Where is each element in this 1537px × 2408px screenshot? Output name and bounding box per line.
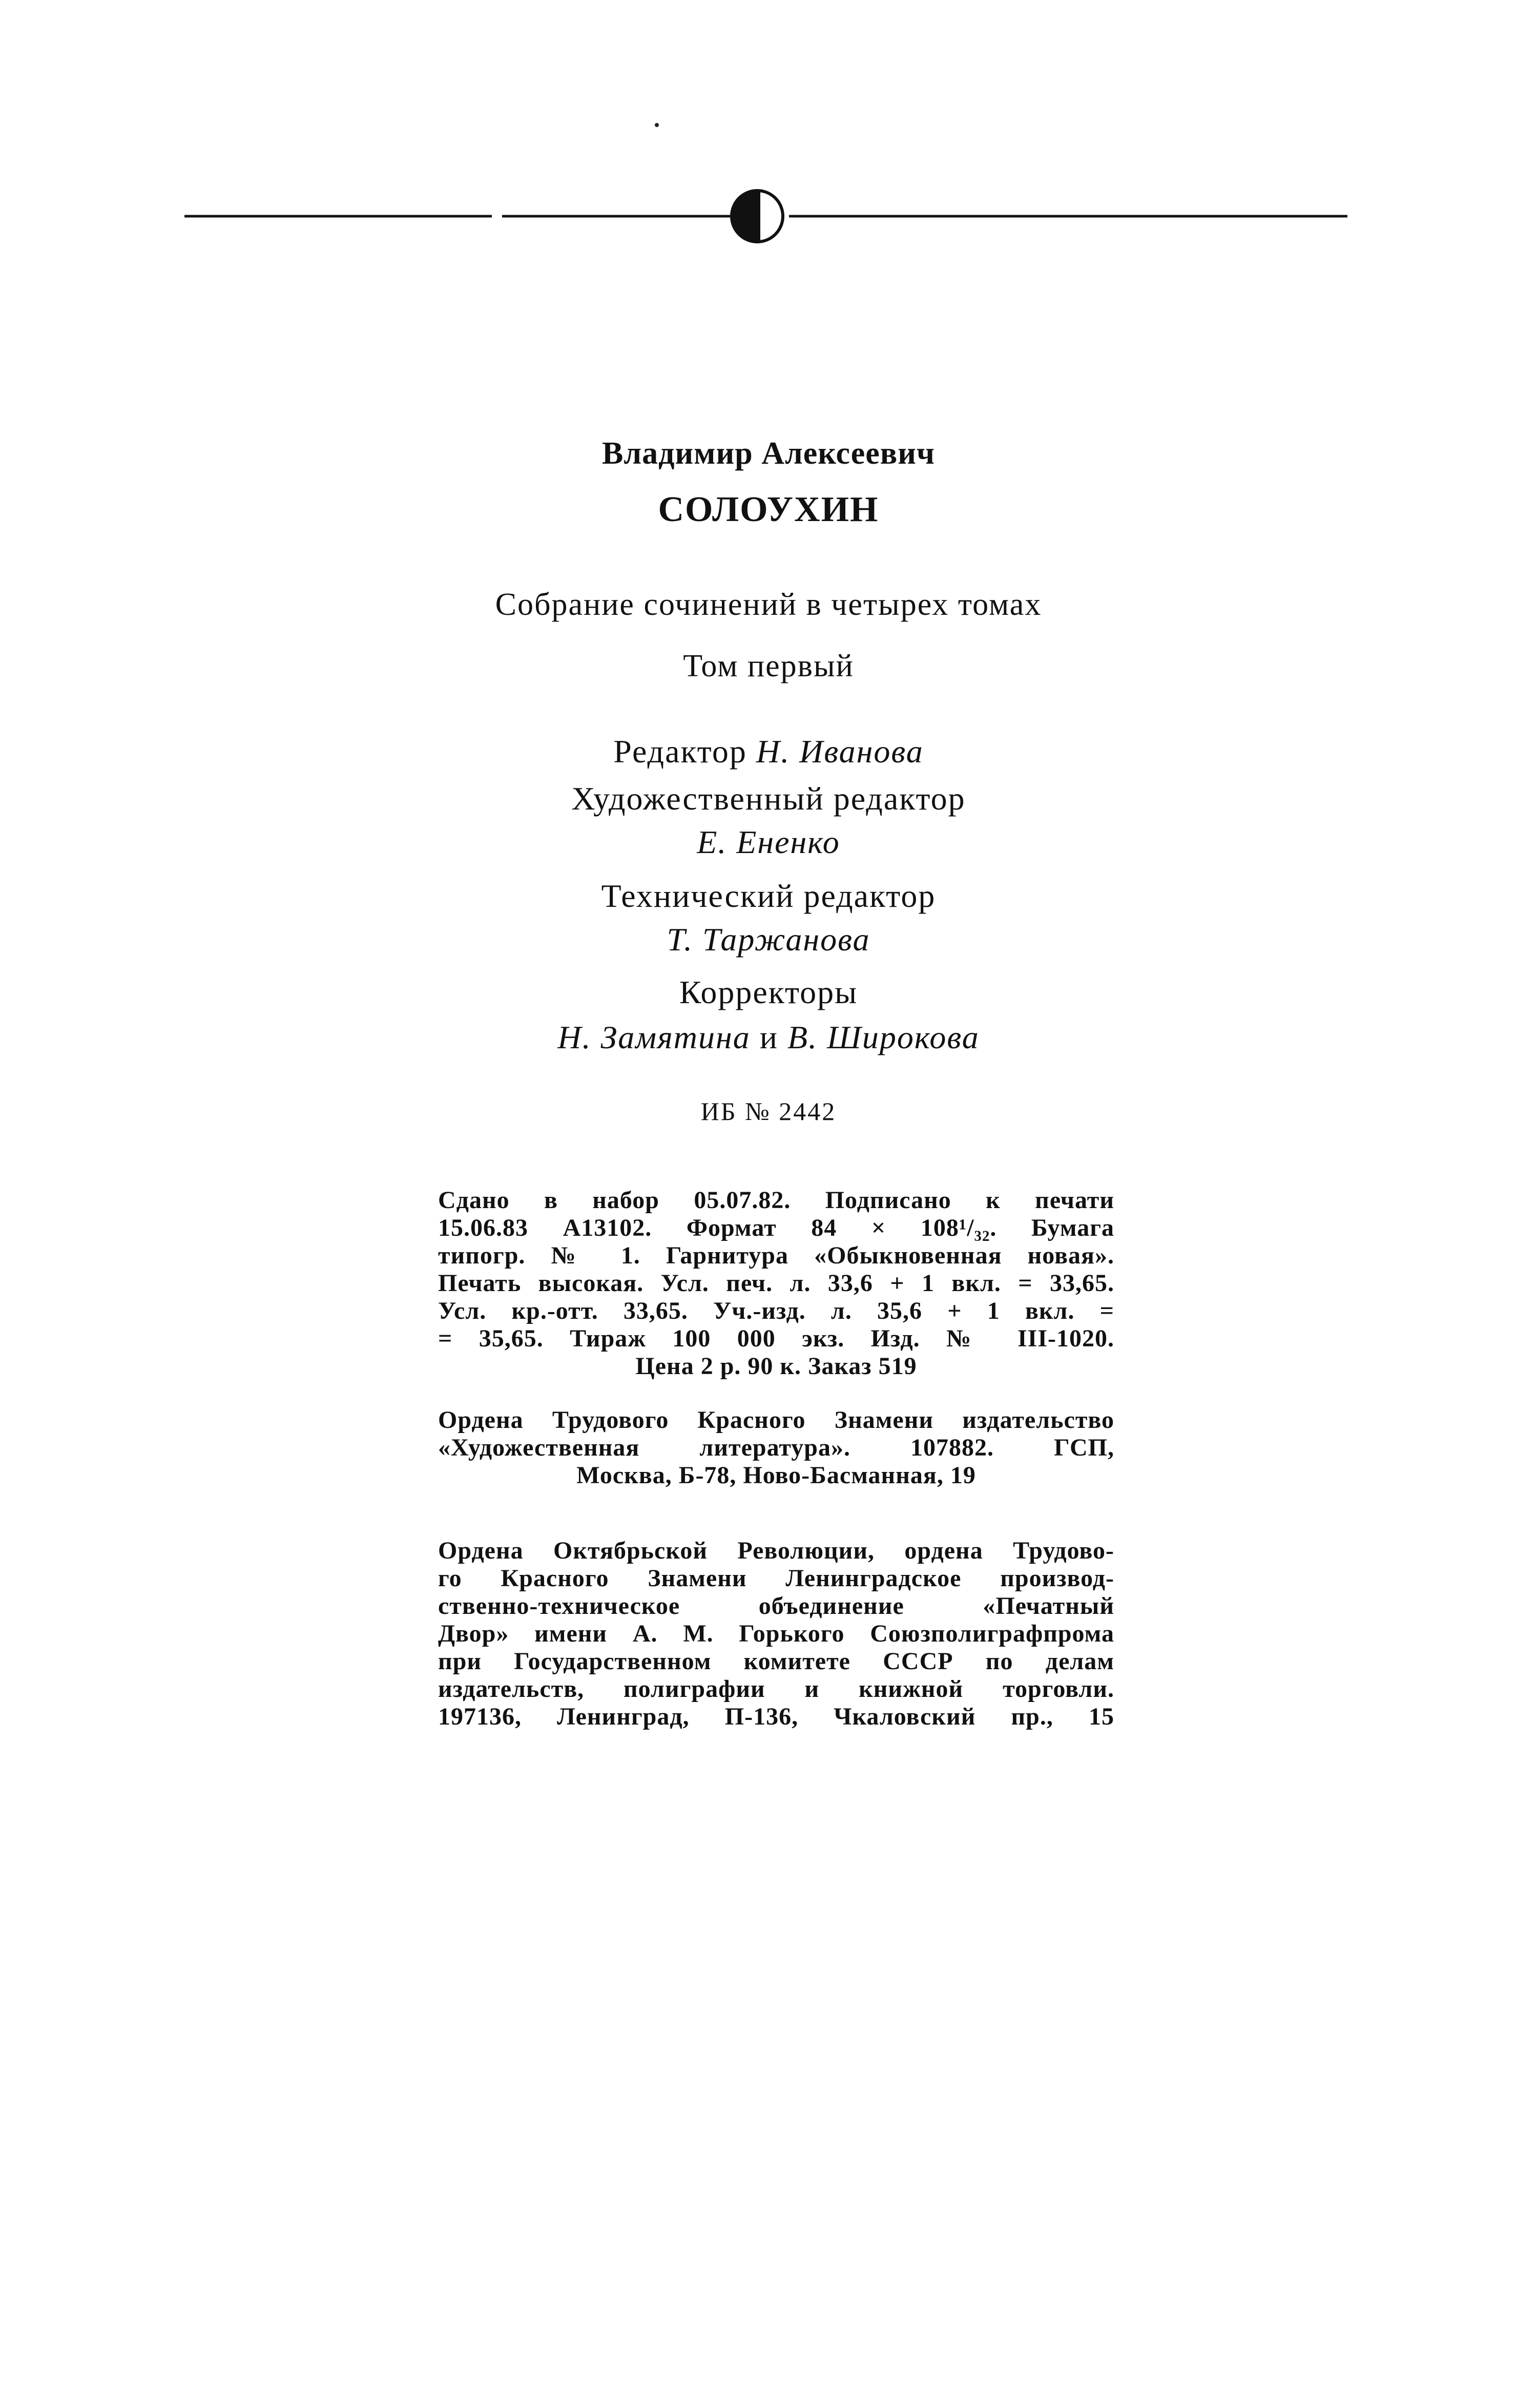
credit-label: Редактор [613,733,747,770]
imprint-line: Ордена Трудового Красного Знамени издательство [438,1406,1114,1434]
imprint-line: типогр. № 1. Гарнитура «Обыкновенная новая». [438,1242,1114,1269]
imprint-line: Цена 2 р. 90 к. Заказ 519 [635,1353,917,1380]
imprint-printer [438,1537,1114,1731]
imprint-line: 15.06.83 А13102. Формат 84 × 108¹/₃₂. Бумага [438,1214,1114,1241]
imprint-line: Москва, Б-78, Ново-Басманная, 19 [576,1462,976,1489]
credit-proofreaders-label: Корректоры [679,974,858,1010]
credit-tech-editor-name: Т. Таржанова [667,921,870,958]
imprint-line: Ордена Октябрьской Революции, ордена Трудово- [438,1537,1114,1564]
credit-editor [0,733,1537,771]
ornament-circle-icon [732,191,783,242]
credit-tech-editor-label: Технический редактор [601,878,936,914]
credit-art-editor-name: Е. Ененко [697,824,840,860]
credit-proofreaders-names [0,1019,1537,1056]
credit-proofreader-b: В. Широкова [787,1019,980,1055]
imprint-line: «Художественная литература». 107882. ГСП, [438,1434,1114,1461]
imprint-line: го Красного Знамени Ленинградское производ- [438,1565,1114,1592]
volume-title: Том первый [683,649,854,683]
imprint-line: ственно-техническое объединение «Печатный [438,1592,1114,1620]
imprint-line: издательств, полиграфии и книжной торговли. [438,1675,1114,1703]
imprint-print-details [438,1187,1114,1380]
imprint-line: Сдано в набор 05.07.82. Подписано к печати [438,1187,1114,1214]
imprint-line: Двор» имени А. М. Горького Союзполиграфпрома [438,1620,1114,1647]
collection-title: Собрание сочинений в четырех томах [495,587,1042,622]
imprint-publisher [438,1406,1114,1489]
top-dot [655,123,659,127]
ib-number: ИБ № 2442 [700,1097,837,1126]
imprint-line: Усл. кр.-отт. 33,65. Уч.-изд. л. 35,6 + 1 вкл. = [438,1297,1114,1324]
imprint-line: = 35,65. Тираж 100 000 экз. Изд. № III-1020. [438,1325,1114,1352]
imprint-line: 197136, Ленинград, П-136, Чкаловский пр., 15 [438,1703,1114,1730]
author-first-names: Владимир Алексеевич [602,436,935,471]
author-surname: СОЛОУХИН [658,490,879,529]
credit-art-editor-label: Художественный редактор [571,780,966,817]
credit-name: Н. Иванова [756,733,924,770]
credit-conjunction: и [759,1019,779,1055]
credit-proofreader-a: Н. Замятина [557,1019,751,1055]
ornament-rule [184,184,1347,246]
imprint-line: Печать высокая. Усл. печ. л. 33,6 + 1 вкл. = 33,65. [438,1270,1114,1297]
imprint-line: при Государственном комитете СССР по делам [438,1648,1114,1675]
